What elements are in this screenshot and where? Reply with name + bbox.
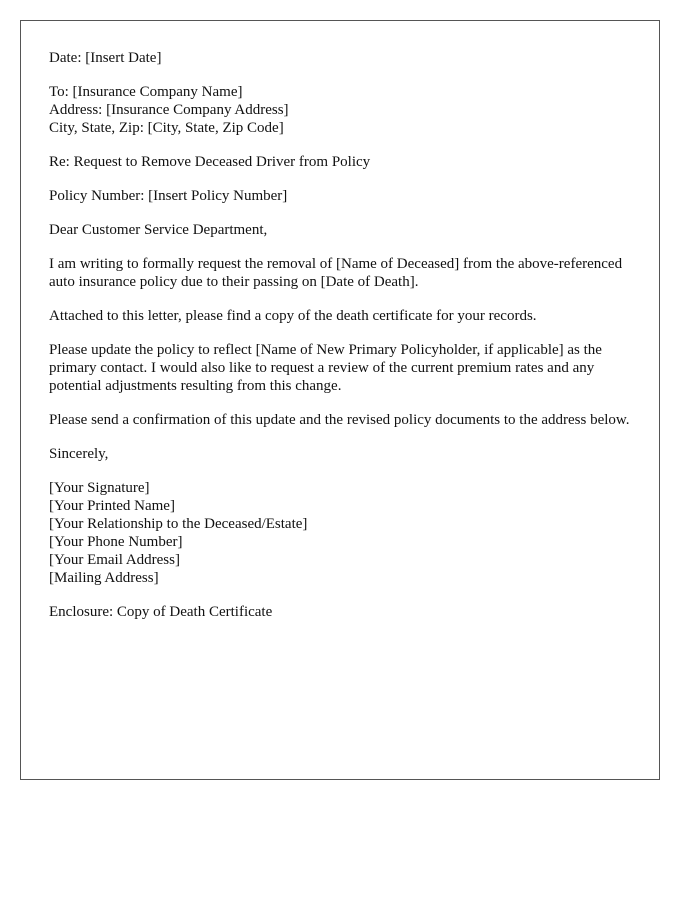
mailing-address-line: [Mailing Address] (49, 570, 159, 586)
enclosure-block (49, 603, 634, 621)
body-paragraph (49, 255, 634, 291)
paragraph-attachment: Attached to this letter, please find a copy of the death certificate for your records. (49, 308, 537, 324)
salutation-line: Dear Customer Service Department, (49, 222, 268, 238)
subject-line: Re: Request to Remove Deceased Driver from Policy (49, 154, 371, 170)
date-block (49, 49, 634, 67)
letter-page (20, 20, 660, 780)
closing-block (49, 445, 634, 463)
subject-block (49, 153, 634, 171)
recipient-city-state-zip: City, State, Zip: [City, State, Zip Code] (49, 120, 284, 136)
paragraph-removal-request: I am writing to formally request the removal of [Name of Deceased] from the above-referenced auto insurance policy due to their passing on [Date of Death]. (49, 256, 623, 290)
recipient-name: To: [Insurance Company Name] (49, 84, 243, 100)
policy-number-line: Policy Number: [Insert Policy Number] (49, 188, 288, 204)
email-line: [Your Email Address] (49, 552, 180, 568)
signature-block (49, 479, 634, 587)
enclosure-line: Enclosure: Copy of Death Certificate (49, 604, 273, 620)
recipient-block (49, 83, 634, 137)
closing-line: Sincerely, (49, 446, 109, 462)
body-paragraph (49, 341, 634, 395)
body-paragraph (49, 411, 634, 429)
policy-number-block (49, 187, 634, 205)
printed-name-line: [Your Printed Name] (49, 498, 175, 514)
phone-line: [Your Phone Number] (49, 534, 183, 550)
signature-line: [Your Signature] (49, 480, 150, 496)
recipient-address: Address: [Insurance Company Address] (49, 102, 289, 118)
salutation-block (49, 221, 634, 239)
paragraph-update-policy: Please update the policy to reflect [Name of New Primary Policyholder, if applicable] as the primary contact. I would also like to request a review of the current premium rates and any potential adjustments resulting from this change. (49, 342, 602, 394)
date-line: Date: [Insert Date] (49, 50, 162, 66)
relationship-line: [Your Relationship to the Deceased/Estate] (49, 516, 308, 532)
paragraph-confirmation: Please send a confirmation of this update and the revised policy documents to the address below. (49, 412, 630, 428)
body-paragraph (49, 307, 634, 325)
letter-body (49, 49, 634, 637)
